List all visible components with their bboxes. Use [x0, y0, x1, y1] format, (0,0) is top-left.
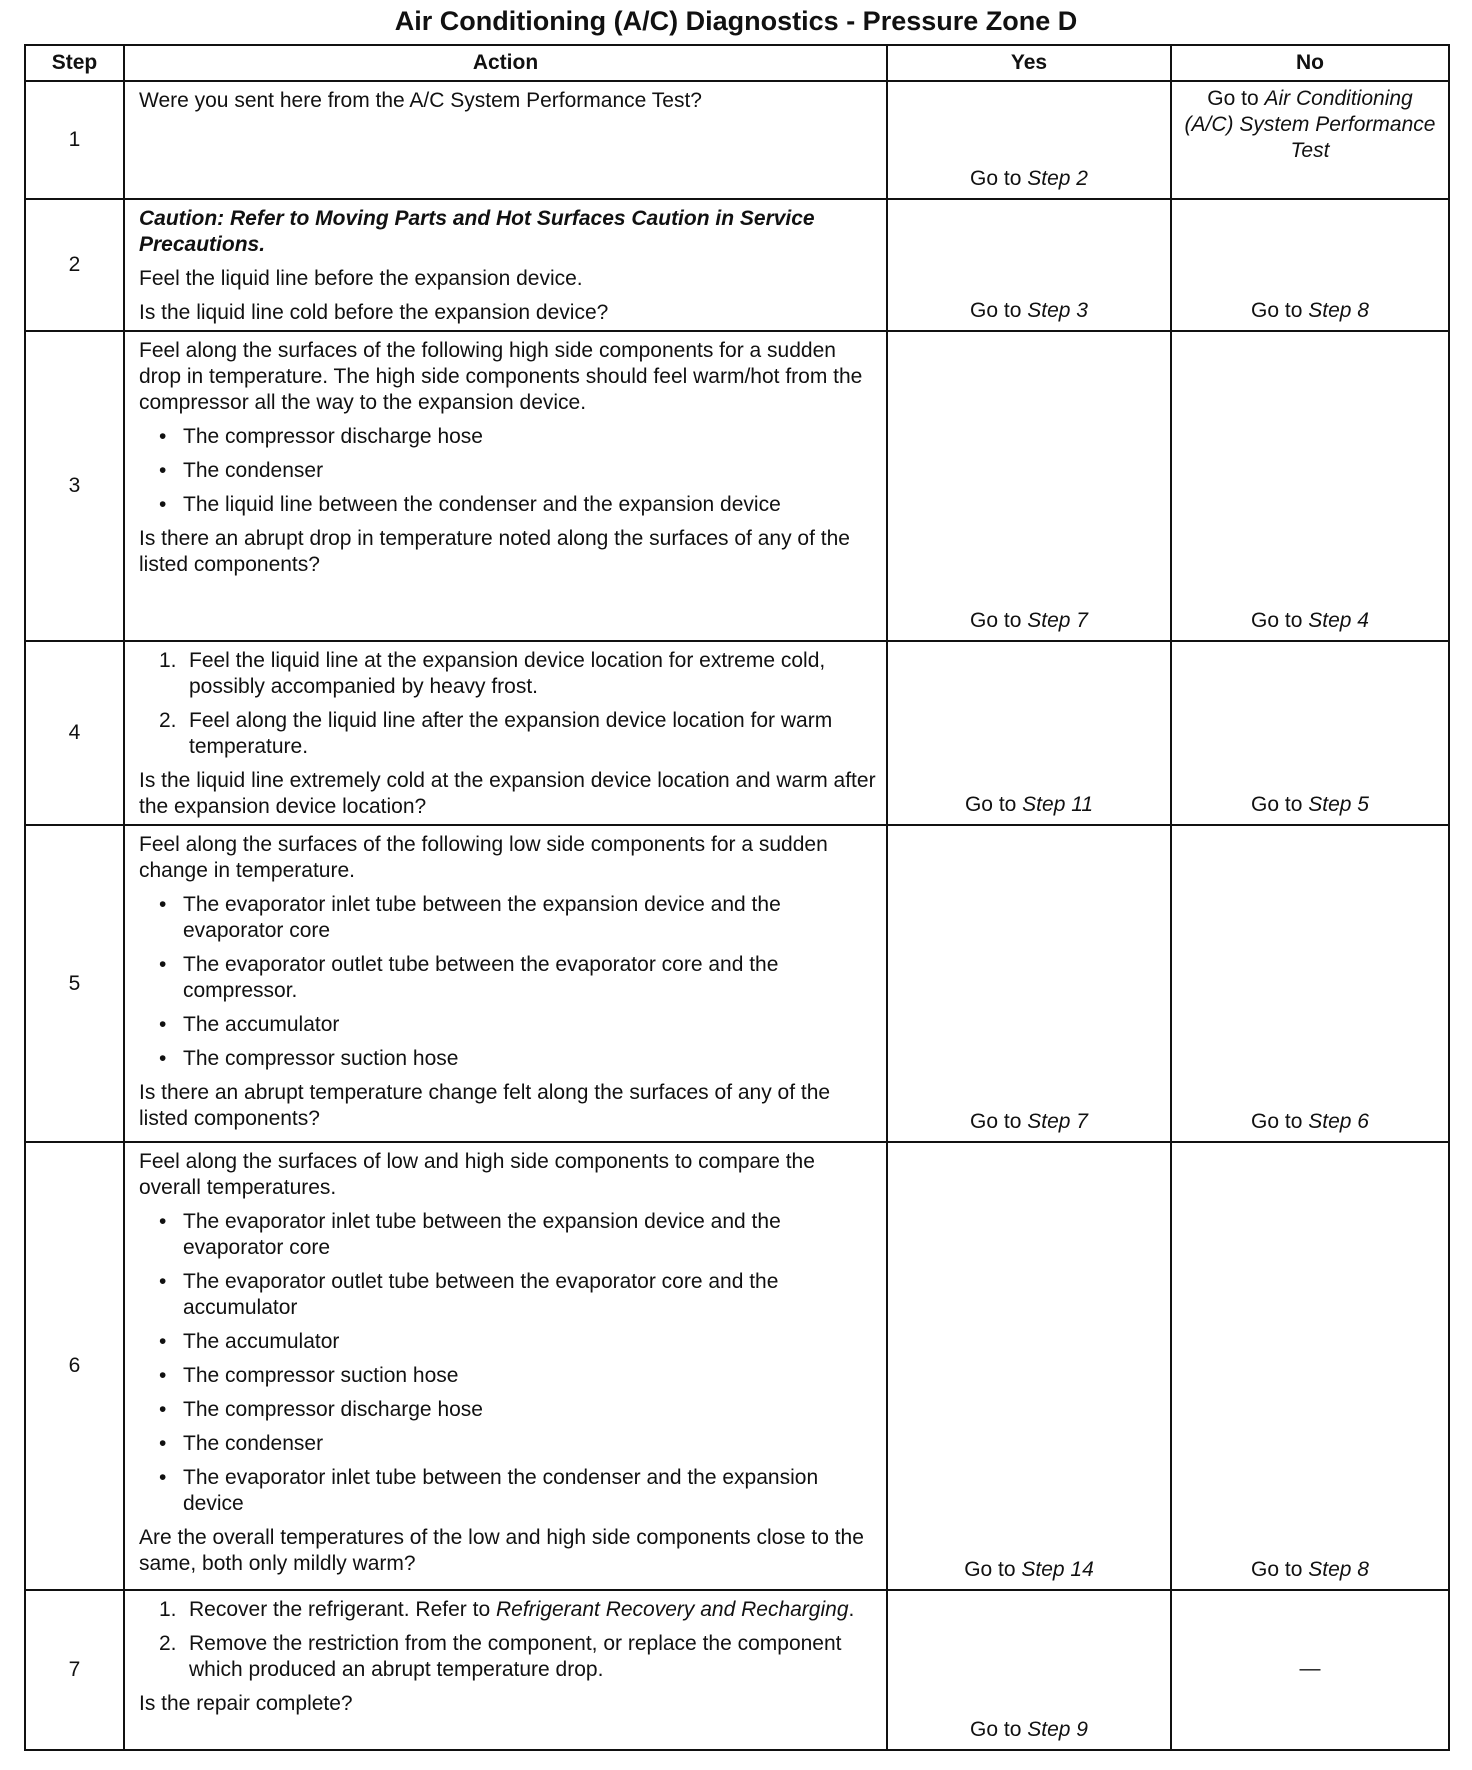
yes-result [887, 1590, 1171, 1750]
reference-text: Step 7 [1027, 1110, 1088, 1133]
reference-text: Air Conditioning (A/C) System Performance Test [1184, 87, 1436, 162]
item-number: 1. [159, 1598, 177, 1621]
table-row [25, 199, 1449, 331]
yes-result [887, 199, 1171, 331]
bullet-item [139, 1397, 878, 1423]
header-action: Action [124, 45, 887, 81]
step-number: 1 [25, 81, 124, 199]
text-segment: Go to [1251, 1558, 1309, 1581]
bullet-item [139, 1269, 878, 1321]
action-paragraph [139, 1080, 878, 1132]
bullet-marker: • [159, 1047, 167, 1070]
numbered-item [139, 708, 878, 760]
no-result [1171, 81, 1449, 199]
text-segment: Feel along the surfaces of the following low side components for a sudden change in temperature. [139, 833, 828, 882]
bullet-marker: • [159, 459, 167, 482]
no-result [1171, 1590, 1449, 1750]
step-number: 3 [25, 331, 124, 641]
table-row [25, 825, 1449, 1142]
step-number: 7 [25, 1590, 124, 1750]
reference-text: Step 6 [1308, 1110, 1369, 1133]
action-cell [124, 825, 887, 1142]
reference-text: Step 8 [1308, 1558, 1369, 1581]
header-yes: Yes [887, 45, 1171, 81]
bullet-marker: • [159, 893, 167, 916]
action-paragraph [139, 338, 878, 416]
diagnostic-table [24, 44, 1450, 1751]
action-paragraph [139, 1149, 878, 1201]
step-number: 2 [25, 199, 124, 331]
text-segment: The condenser [183, 459, 324, 482]
reference-text: Step 5 [1308, 793, 1369, 816]
numbered-item [139, 1631, 878, 1683]
bullet-marker: • [159, 1210, 167, 1233]
bullet-item [139, 1363, 878, 1389]
bullet-marker: • [159, 1466, 167, 1489]
text-segment: The evaporator outlet tube between the evaporator core and the accumulator [183, 1270, 779, 1319]
bullet-marker: • [159, 1432, 167, 1455]
action-cell [124, 331, 887, 641]
text-segment: Go to [1251, 793, 1309, 816]
action-paragraph [139, 768, 878, 820]
text-segment: Is there an abrupt temperature change felt along the surfaces of any of the listed components? [139, 1081, 831, 1130]
table-header-row [25, 45, 1449, 81]
bullet-marker: • [159, 1330, 167, 1353]
table-row [25, 1590, 1449, 1750]
bullet-marker: • [159, 953, 167, 976]
bullet-item [139, 1209, 878, 1261]
text-segment: The evaporator inlet tube between the condenser and the expansion device [183, 1466, 819, 1515]
text-segment: Feel along the surfaces of low and high side components to compare the overall temperatures. [139, 1150, 815, 1199]
text-segment: The liquid line between the condenser and the expansion device [183, 493, 781, 516]
item-number: 1. [159, 649, 177, 672]
item-number: 2. [159, 709, 177, 732]
text-segment: . [848, 1598, 855, 1621]
page-title: Air Conditioning (A/C) Diagnostics - Pressure Zone D [394, 6, 1078, 36]
item-number: 2. [159, 1632, 177, 1655]
bullet-item [139, 424, 878, 450]
text-segment: Go to [1251, 299, 1309, 322]
bullet-item [139, 952, 878, 1004]
text-segment: Go to [1207, 87, 1265, 110]
bullet-item [139, 1046, 878, 1072]
text-segment: Feel the liquid line at the expansion device location for extreme cold, possibly accompanied by heavy frost. [189, 649, 826, 698]
action-paragraph [139, 832, 878, 884]
text-segment: Feel along the liquid line after the expansion device location for warm temperature. [189, 709, 833, 758]
header-no: No [1171, 45, 1449, 81]
bullet-item [139, 1012, 878, 1038]
bullet-item [139, 1431, 878, 1457]
table-row [25, 331, 1449, 641]
text-segment: Go to [964, 793, 1023, 816]
step-number: 6 [25, 1142, 124, 1590]
table-row [25, 81, 1449, 199]
yes-result [887, 81, 1171, 199]
text-segment: The accumulator [183, 1013, 340, 1036]
numbered-item [139, 1597, 878, 1623]
action-paragraph [139, 266, 878, 292]
reference-text: Refrigerant Recovery and Recharging [495, 1598, 849, 1621]
action-paragraph [139, 88, 878, 114]
text-segment: Are the overall temperatures of the low and high side components close to the same, both only mildly warm? [139, 1526, 864, 1575]
no-result [1171, 199, 1449, 331]
text-segment: Go to [970, 299, 1028, 322]
reference-text: Step 11 [1022, 793, 1094, 816]
action-cell [124, 641, 887, 825]
bullet-item [139, 1465, 878, 1517]
bullet-marker: • [159, 1270, 167, 1293]
bullet-item [139, 458, 878, 484]
action-cell [124, 1142, 887, 1590]
numbered-item [139, 648, 878, 700]
step-number: 5 [25, 825, 124, 1142]
yes-result [887, 825, 1171, 1142]
bullet-marker: • [159, 1364, 167, 1387]
action-paragraph [139, 1525, 878, 1577]
header-step: Step [25, 45, 124, 81]
yes-result [887, 331, 1171, 641]
no-result [1171, 641, 1449, 825]
text-segment: Go to [970, 1110, 1028, 1133]
bullet-marker: • [159, 493, 167, 516]
reference-text: Step 9 [1027, 1718, 1088, 1741]
no-result [1171, 1142, 1449, 1590]
action-paragraph [139, 300, 878, 326]
text-segment: The condenser [183, 1432, 324, 1455]
text-segment: The evaporator outlet tube between the evaporator core and the compressor. [183, 953, 779, 1002]
text-segment: Feel the liquid line before the expansion device. [139, 267, 583, 290]
text-segment: Recover the refrigerant. Refer to [189, 1598, 496, 1621]
text-segment: The compressor suction hose [183, 1364, 459, 1387]
text-segment: Go to [1251, 1110, 1309, 1133]
reference-text: Step 4 [1308, 609, 1369, 632]
action-cell [124, 81, 887, 199]
text-segment: Go to [964, 1558, 1022, 1581]
text-segment: . [259, 233, 266, 256]
text-segment: Remove the restriction from the component, or replace the component which produced an abrupt temperature drop. [189, 1632, 842, 1681]
reference-text: Step 7 [1027, 609, 1088, 632]
table-row [25, 641, 1449, 825]
text-segment: Feel along the surfaces of the following high side components for a sudden drop in temperature. The high side components should feel warm/hot from the compressor all the way to the expansion device. [139, 339, 863, 414]
step-number: 4 [25, 641, 124, 825]
text-segment: Is there an abrupt drop in temperature noted along the surfaces of any of the listed components? [139, 527, 850, 576]
text-segment: Go to [970, 1718, 1028, 1741]
bullet-marker: • [159, 425, 167, 448]
text-segment: Go to [970, 609, 1028, 632]
action-cell [124, 1590, 887, 1750]
text-segment: Go to [970, 167, 1028, 190]
caution-note [139, 206, 878, 258]
reference-text: Step 14 [1021, 1558, 1094, 1581]
text-segment: — [1299, 1657, 1321, 1680]
text-segment: The compressor discharge hose [183, 1398, 483, 1421]
text-segment: The compressor discharge hose [183, 425, 483, 448]
text-segment: The evaporator inlet tube between the expansion device and the evaporator core [183, 893, 781, 942]
text-segment: Caution: Refer to Moving Parts and Hot Surfaces Caution in Service Precautions [139, 207, 815, 256]
text-segment: Is the liquid line extremely cold at the expansion device location and warm after the expansion device location? [139, 769, 876, 818]
action-paragraph [139, 526, 878, 578]
text-segment: The accumulator [183, 1330, 340, 1353]
text-segment: Is the repair complete? [139, 1692, 353, 1715]
yes-result [887, 1142, 1171, 1590]
bullet-marker: • [159, 1398, 167, 1421]
text-segment: The compressor suction hose [183, 1047, 459, 1070]
reference-text: Step 2 [1027, 167, 1088, 190]
text-segment: The evaporator inlet tube between the expansion device and the evaporator core [183, 1210, 781, 1259]
bullet-item [139, 892, 878, 944]
reference-text: Step 8 [1308, 299, 1369, 322]
no-result [1171, 331, 1449, 641]
yes-result [887, 641, 1171, 825]
no-result [1171, 825, 1449, 1142]
bullet-item [139, 492, 878, 518]
reference-text: Step 3 [1027, 299, 1088, 322]
text-segment: Go to [1251, 609, 1309, 632]
table-row [25, 1142, 1449, 1590]
action-cell [124, 199, 887, 331]
bullet-marker: • [159, 1013, 167, 1036]
text-segment: Were you sent here from the A/C System Performance Test? [139, 89, 702, 112]
action-paragraph [139, 1691, 878, 1717]
text-segment: Is the liquid line cold before the expansion device? [139, 301, 609, 324]
bullet-item [139, 1329, 878, 1355]
